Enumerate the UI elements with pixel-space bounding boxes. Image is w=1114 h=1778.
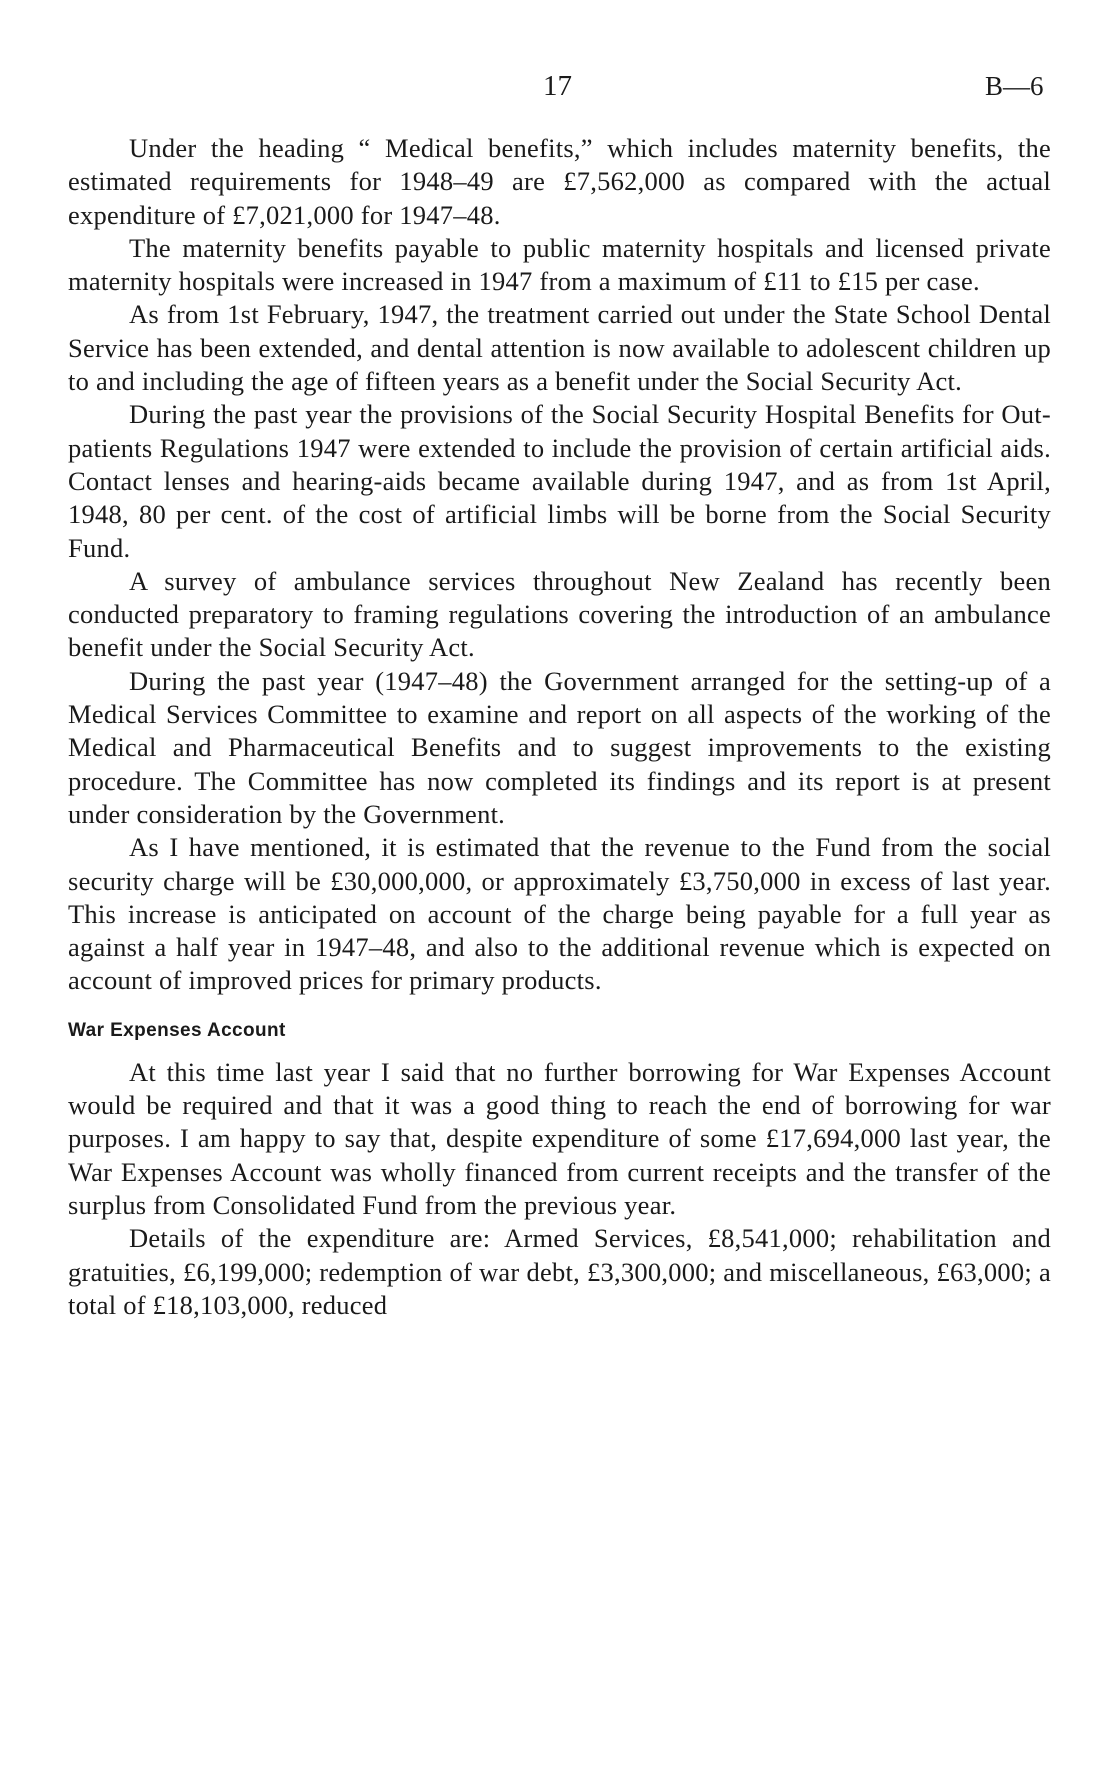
page-header [0, 66, 1114, 106]
paragraph-expenditure-details: Details of the expenditure are: Armed Services, £8,541,000; rehabilitation and gratuities, £6,199,000; redemption of war debt, £3,300,000; and miscellaneous, £63,000; a total of £18,103,000, reduced [68, 1223, 1051, 1320]
paragraph-maternity-benefits: The maternity benefits payable to public maternity hospitals and licensed private maternity hospitals were increased in 1947 from a maximum of £11 to £15 per case. [68, 232, 1051, 297]
paragraph-war-borrowing: At this time last year I said that no further borrowing for War Expenses Account would be required and that it was a good thing to reach the end of borrowing for war purposes. I am happy to say that, despite expenditure of some £17,694,000 last year, the War Expenses Account was wholly financed from current receipts and the transfer of the surplus from Consolidated Fund from the previous year. [68, 1056, 1051, 1220]
paragraph-medical-benefits: Under the heading “ Medical benefits,” which includes maternity benefits, the estimated requirements for 1948–49 are £7,562,000 as compared with the actual expenditure of £7,021,000 for 1947–48. [68, 133, 1051, 230]
page-number: 17 [543, 70, 572, 102]
paragraph-ambulance-survey: A survey of ambulance services throughout New Zealand has recently been conducted preparatory to framing regulations covering the introduction of an ambulance benefit under the Social Security Act. [68, 565, 1051, 663]
paragraph-dental-service: As from 1st February, 1947, the treatment carried out under the State School Dental Service has been extended, and dental attention is now available to adolescent children up to and including the age of fifteen years as a benefit under the Social Security Act. [68, 299, 1051, 397]
body-text [68, 132, 1051, 1322]
section-heading-war-expenses: War Expenses Account [68, 1019, 286, 1041]
paragraph-medical-services-committee: During the past year (1947–48) the Government arranged for the setting-up of a Medical Services Committee to examine and report on all aspects of the working of the Medical and Pharmaceutical Benefits and to suggest improvements to the existing procedure. The Committee has now completed its findings and its report is at present under consideration by the Government. [68, 665, 1051, 829]
paragraph-revenue-estimate: As I have mentioned, it is estimated that the revenue to the Fund from the social security charge will be £30,000,000, or approximately £3,750,000 in excess of last year. This increase is anticipated on account of the charge being payable for a full year as against a half year in 1947–48, and also to the additional revenue which is expected on account of improved prices for primary products. [68, 832, 1051, 996]
document-reference: B—6 [985, 71, 1044, 101]
paragraph-artificial-aids: During the past year the provisions of the Social Security Hospital Benefits for Out-patients Regulations 1947 were extended to include the provision of certain artificial aids. Contact lenses and hearing-aids became available during 1947, and as from 1st April, 1948, 80 per cent. of the cost of artificial limbs will be borne from the Social Security Fund. [68, 399, 1051, 563]
